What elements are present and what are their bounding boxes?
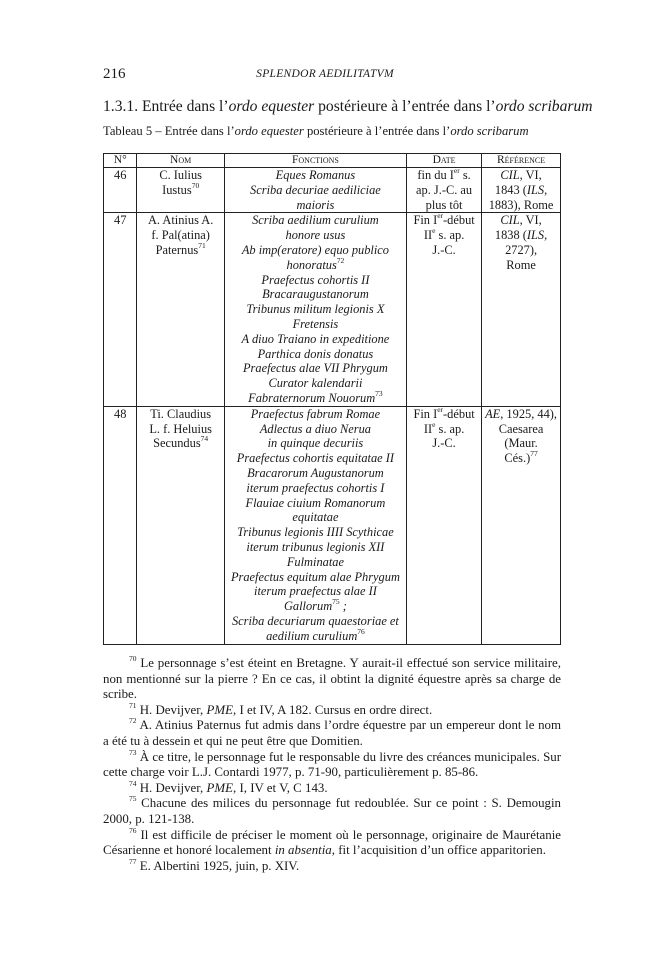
text: Le personnage s’est éteint en Bretagne. Y aurait-il effectué son service militaire, non mentionné sur la pierre ? En ce cas, il obtint la dignité équestre après sa charge de scribe.: [103, 656, 561, 702]
cell-line: [227, 540, 404, 555]
cell-line: [484, 168, 558, 183]
cell-ref: [482, 213, 561, 406]
footnote-ref[interactable]: 76: [129, 825, 137, 835]
italic-text: ILS: [526, 182, 545, 197]
text: 47: [114, 213, 127, 228]
footnote: [103, 856, 561, 875]
italic-text: Bracarorum Augustanorum: [247, 465, 384, 480]
italic-text: Praefectus alae VII Phrygum: [242, 361, 388, 376]
text: 1843 (: [494, 182, 527, 197]
section-heading: [103, 98, 593, 116]
footnote-ref[interactable]: 74: [200, 434, 209, 444]
cell-line: [484, 243, 558, 258]
text: A. Atinius Paternus fut admis dans l’ordre équestre par un empereur dont le nom a été tu à dessein et qui ne peut être que Domitien.: [103, 718, 561, 748]
italic-text: Tribunus militum legionis X: [246, 302, 385, 317]
italic-text: CIL: [500, 213, 520, 228]
cell-line: [106, 213, 134, 228]
cell-date: [407, 213, 482, 406]
footnote-ref[interactable]: 73: [375, 388, 383, 398]
cell-nom: [137, 213, 224, 406]
cell-line: [409, 198, 479, 213]
italic-text: iterum praefectus alae II: [254, 584, 377, 599]
footnote: [103, 700, 561, 719]
cell-fonctions: [224, 406, 406, 644]
cell-line: [484, 258, 558, 273]
text: A. Atinius A.: [147, 213, 214, 228]
cell-line: [227, 255, 404, 273]
text: -début: [443, 406, 475, 421]
cell-line: [227, 496, 404, 511]
cell-line: [409, 243, 479, 258]
text: s. ap.: [435, 228, 465, 243]
italic-text: aedilium curulium: [266, 628, 358, 643]
footnote-ref[interactable]: er: [437, 404, 444, 414]
cell-line: [409, 168, 479, 183]
header-date: Date: [407, 154, 482, 168]
cell-line: [227, 168, 404, 183]
text: 1838 (: [494, 228, 527, 243]
cell-line: [484, 422, 558, 437]
cell-line: [227, 599, 404, 614]
italic-text: ILS: [526, 228, 545, 243]
footnote-ref[interactable]: 75: [332, 597, 340, 607]
italic-text: Praefectus cohortis equitatae II: [236, 451, 395, 466]
italic-text: equitatae: [292, 510, 339, 525]
text: fin du I: [417, 168, 454, 182]
text: -début: [443, 213, 475, 228]
cell-line: [139, 168, 221, 183]
cell-line: [227, 525, 404, 540]
text: Rome: [506, 257, 536, 272]
cell-line: [484, 451, 558, 466]
text: f. Pal(atina): [151, 228, 210, 243]
footnote: [103, 778, 561, 797]
cell-nom: [137, 406, 224, 644]
italic-text: Tribunus legionis IIII Scythicae: [237, 525, 394, 540]
text: , I et IV, A 182. Cursus en ordre direct.: [233, 702, 433, 717]
text: 46: [114, 168, 127, 182]
italic-text: Scriba decuriae aediliciae: [250, 182, 381, 197]
italic-text: Fulminatae: [286, 554, 344, 569]
cell-line: [484, 183, 558, 198]
text: À ce titre, le personnage fut le responsable du livre des créances municipales. Sur cette charge voir L.J. Contardi 1977, p. 71-90, particulièrement p. 85-86.: [103, 749, 561, 780]
cell-ref: [482, 168, 561, 213]
italic-text: A diuo Traiano in expeditione: [241, 331, 390, 346]
header-fonctions: Fonctions: [224, 154, 406, 168]
footnotes: [103, 656, 561, 874]
cell-line: [139, 228, 221, 243]
cell-fonctions: [224, 168, 406, 213]
cell-line: [227, 481, 404, 496]
text: postérieure à l’entrée dans l’: [314, 98, 496, 115]
footnote-ref[interactable]: er: [453, 166, 460, 175]
cell-line: [106, 168, 134, 183]
page-number: 216: [103, 66, 126, 82]
text: L. f. Heluius: [149, 421, 212, 436]
text: Caesarea: [498, 421, 544, 436]
text: C. Iulius: [159, 168, 202, 182]
italic-text: Scriba decuriarum quaestoriae et: [231, 613, 399, 628]
text: J.-C.: [432, 242, 456, 257]
cell-line: [227, 451, 404, 466]
cell-line: [227, 287, 404, 302]
text: ap. J.-C. au: [416, 182, 473, 197]
footnote-ref[interactable]: 71: [129, 700, 137, 710]
footnote-ref[interactable]: 76: [357, 626, 365, 636]
header-no: N°: [104, 154, 137, 168]
cell-line: [227, 570, 404, 585]
text: Secundus: [153, 436, 201, 451]
text: Cés.): [504, 451, 531, 466]
cell-line: [227, 198, 404, 213]
italic-text: Eques Romanus: [275, 168, 356, 182]
italic-text: Curator kalendarii: [268, 376, 363, 391]
text: 2727),: [505, 242, 538, 257]
text: Fin I: [413, 213, 438, 228]
cell-line: [139, 240, 221, 258]
cell-line: [227, 466, 404, 481]
italic-text: maioris: [296, 197, 335, 212]
cell-date: [407, 168, 482, 213]
cell-line: [484, 436, 558, 451]
italic-text: AE: [485, 406, 501, 421]
cell-line: [227, 361, 404, 376]
text: J.-C.: [432, 436, 456, 451]
cell-line: [409, 436, 479, 451]
italic-text: Gallorum: [283, 599, 333, 614]
italic-text: iterum praefectus cohortis I: [246, 480, 385, 495]
text: (Maur.: [504, 436, 538, 451]
italic-text: Adlectus a diuo Nerua: [259, 421, 371, 436]
footnote-ref[interactable]: 77: [530, 449, 538, 459]
text: s.: [459, 168, 471, 182]
cell-line: [484, 198, 558, 213]
table-row: [104, 213, 561, 406]
cell-line: [409, 404, 479, 422]
cell-line: [227, 273, 404, 288]
cell-line: [227, 183, 404, 198]
cell-line: [484, 407, 558, 422]
text: plus tôt: [425, 197, 463, 212]
italic-text: iterum tribunus legionis XII: [246, 539, 385, 554]
text: , fit l’acquisition d’un office apparitorien.: [331, 843, 546, 858]
text: Chacune des milices du personnage fut redoublée. Sur ce point : S. Demougin 2000, p. 121-138.: [103, 796, 561, 826]
italic-text: ordo scribarum: [450, 124, 529, 138]
cell-line: [484, 213, 558, 228]
cell-line: [409, 213, 479, 228]
text: H. Devijver,: [136, 702, 207, 717]
text: ,: [544, 228, 548, 243]
footnote: [103, 796, 561, 827]
text: Iustus: [162, 182, 192, 197]
italic-text: Parthica donis donatus: [257, 346, 374, 361]
cell-line: [409, 419, 479, 437]
text: , VI,: [519, 213, 542, 228]
text: ,: [544, 182, 548, 197]
cell-line: [227, 388, 404, 406]
cell-line: [139, 213, 221, 228]
cell-line: [227, 317, 404, 332]
italic-text: CIL: [500, 168, 520, 182]
text: Il est difficile de préciser le moment où le personnage, originaire de Maurétanie Césarienne et honoré localement: [103, 827, 561, 858]
table-header-row: [104, 154, 561, 168]
italic-text: Fabraternorum Nouorum: [248, 390, 376, 405]
cell-line: [484, 228, 558, 243]
footnote-ref[interactable]: e: [432, 419, 436, 429]
italic-text: Flauiae ciuium Romanorum: [245, 495, 386, 510]
cell-line: [139, 180, 221, 198]
italic-text: honoratus: [286, 257, 337, 272]
text: Fin I: [413, 406, 438, 421]
italic-text: honore usus: [285, 228, 346, 243]
italic-text: Praefectus cohortis II: [261, 272, 370, 287]
cell-line: [227, 626, 404, 644]
footnote-ref[interactable]: 72: [336, 255, 345, 265]
cell-line: [227, 243, 404, 258]
header-reference: Référence: [482, 154, 561, 168]
cell-no: [104, 406, 137, 644]
cell-line: [227, 347, 404, 362]
cell-line: [409, 228, 479, 243]
text: , 1925, 44),: [500, 406, 558, 421]
footnote-ref[interactable]: e: [432, 226, 436, 236]
footnote-ref[interactable]: 73: [129, 747, 137, 757]
text: Tableau 5 – Entrée dans l’: [103, 124, 235, 138]
footnote: [103, 825, 561, 859]
cell-line: [139, 407, 221, 422]
footnote-ref[interactable]: 70: [129, 654, 137, 663]
italic-text: Ab imp(eratore) equo publico: [241, 242, 389, 257]
text: 1883), Rome: [488, 197, 554, 212]
footnote: [103, 656, 561, 703]
italic-text: ordo equester: [228, 98, 315, 115]
text: , VI,: [519, 168, 542, 182]
cell-line: [227, 422, 404, 437]
cell-line: [139, 436, 221, 451]
text: E. Albertini 1925, juin, p. XIV.: [136, 858, 300, 873]
footnote-ref[interactable]: 77: [129, 856, 137, 866]
cell-line: [227, 228, 404, 243]
italic-text: PME: [206, 702, 234, 717]
italic-text: PME: [206, 780, 234, 795]
text: Ti. Claudius: [150, 406, 212, 421]
text: H. Devijver,: [136, 780, 207, 795]
cell-no: [104, 213, 137, 406]
cell-line: [227, 510, 404, 525]
cell-line: [227, 555, 404, 570]
footnote-ref[interactable]: 75: [129, 794, 137, 804]
cell-date: [407, 406, 482, 644]
italic-text: in absentia: [274, 843, 332, 858]
table-row: [104, 406, 561, 644]
footnote: [103, 747, 561, 781]
cell-ref: [482, 406, 561, 644]
cell-line: [227, 584, 404, 599]
table-row: [104, 168, 561, 213]
table-caption: [103, 124, 529, 139]
text: , I, IV et V, C 143.: [233, 780, 328, 795]
text: II: [423, 228, 433, 243]
text: postérieure à l’entrée dans l’: [303, 124, 451, 138]
footnote-ref[interactable]: 71: [198, 240, 206, 250]
text: 1.3.1. Entrée dans l’: [103, 98, 229, 115]
running-head: SPLENDOR AEDILITATVM: [256, 68, 394, 80]
cell-line: [227, 302, 404, 317]
header-nom: Nom: [137, 154, 224, 168]
italic-text: ordo equester: [234, 124, 304, 138]
cell-line: [227, 614, 404, 629]
text: s. ap.: [435, 421, 465, 436]
cell-line: [227, 436, 404, 451]
cell-nom: [137, 168, 224, 213]
cell-line: [106, 407, 134, 422]
footnote-ref[interactable]: 72: [129, 716, 137, 726]
footnote-ref[interactable]: er: [437, 211, 444, 221]
text: II: [423, 421, 433, 436]
italic-text: Fretensis: [292, 316, 339, 331]
footnote-ref[interactable]: 70: [191, 180, 200, 190]
cell-no: [104, 168, 137, 213]
italic-text: Praefectus equitum alae Phrygum: [230, 569, 400, 584]
footnote-ref[interactable]: 74: [129, 778, 137, 788]
cell-line: [139, 422, 221, 437]
text: Paternus: [155, 242, 199, 257]
tableau-5: [103, 153, 561, 645]
cell-fonctions: [224, 213, 406, 406]
text: 48: [114, 406, 127, 421]
italic-text: Bracaraugustanorum: [262, 287, 369, 302]
italic-text: ordo scribarum: [495, 98, 593, 115]
cell-line: [227, 407, 404, 422]
cell-line: [409, 183, 479, 198]
italic-text: in quinque decuriis: [267, 436, 364, 451]
cell-line: [227, 332, 404, 347]
cell-line: [227, 213, 404, 228]
italic-text: ;: [339, 599, 347, 614]
footnote: [103, 718, 561, 749]
italic-text: Praefectus fabrum Romae: [250, 406, 381, 421]
italic-text: Scriba aedilium curulium: [252, 213, 379, 228]
